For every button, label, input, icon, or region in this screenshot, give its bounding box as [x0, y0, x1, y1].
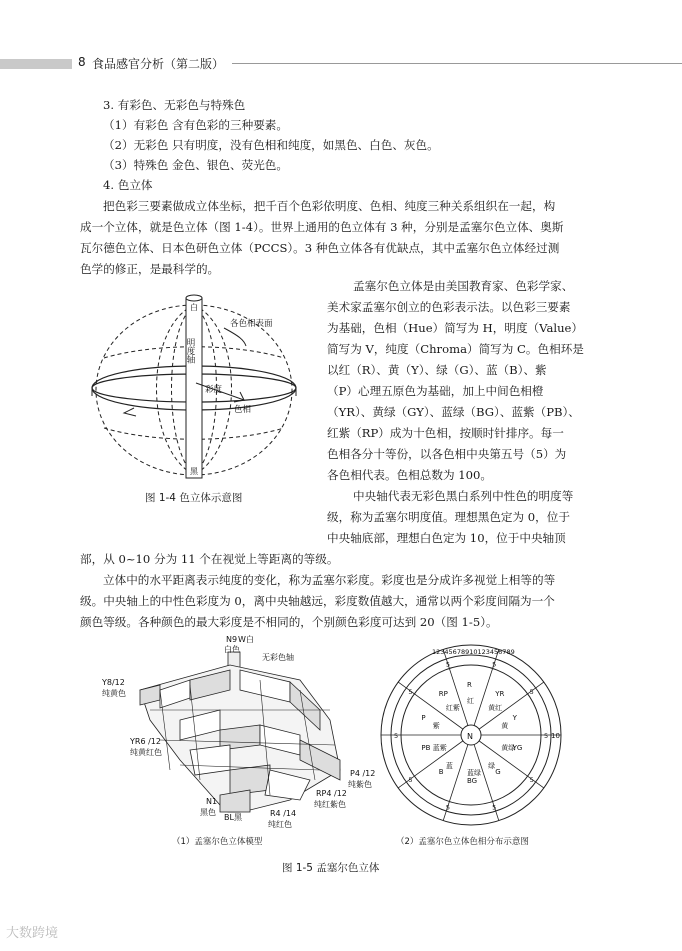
- paragraph-line: （YR）、黄绿（GY）、蓝绿（BG）、蓝紫（PB）、: [327, 405, 580, 419]
- book-title: 食品感官分析（第二版）: [92, 57, 225, 71]
- munsell-hue-wheel: [376, 640, 566, 830]
- paragraph-line: 成一个立体，就是色立体（图 1-4）。世界上通用的色立体有 3 种，分别是孟塞尔色立体、奥斯: [80, 220, 564, 234]
- paragraph-line: 把色彩三要素做成立体坐标，把千百个色彩依明度、色相、纯度三种关系组织在一起，构: [103, 199, 556, 213]
- ring-digits: 12345678910123456789: [432, 648, 515, 656]
- color-solid-diagram: [84, 288, 314, 484]
- hue-code-label: Y: [512, 714, 517, 723]
- label-black-color: 黑色: [200, 808, 216, 817]
- label-yr612: YR6 /12: [130, 737, 161, 746]
- hue-five-label: 5: [445, 803, 450, 812]
- hue-name-label: 黄: [501, 721, 509, 730]
- paragraph-line: （P）心理五原色为基础，加上中间色相橙: [327, 384, 544, 398]
- heading-4: 4. 色立体: [103, 178, 153, 192]
- value-axis: [186, 298, 202, 478]
- paragraph-line: 中央轴底部，理想白色定为 10，位于中央轴顶: [327, 531, 566, 545]
- label-p412: P4 /12: [350, 769, 376, 778]
- label-bl: BL黑: [224, 813, 242, 822]
- paragraph-line: 颜色等级。各种颜色的最大彩度是不相同的，个别颜色彩度可达到 20（图 1-5）。: [80, 615, 498, 629]
- hue-five-label: 5: [394, 732, 399, 740]
- paragraph-line: 各色相代表。色相总数为 100。: [327, 468, 492, 482]
- label-pure-purple: 纯紫色: [348, 780, 372, 789]
- subcaption-model: （1）孟塞尔色立体模型: [172, 837, 263, 847]
- label-w-white: W白: [238, 635, 254, 644]
- hue-code-label: BG: [467, 777, 478, 785]
- label-pure-red-purple: 纯红紫色: [314, 800, 346, 809]
- hue-code-label: YG: [512, 743, 523, 752]
- label-white: 白: [190, 303, 198, 312]
- ring-ten: 10: [551, 732, 560, 740]
- list-item: （1）有彩色 含有色彩的三种要素。: [103, 118, 288, 132]
- hue-five-label: 5: [445, 660, 450, 669]
- label-pure-yellow-red: 纯黄红色: [130, 748, 162, 757]
- paragraph-line: 级，称为孟塞尔明度值。理想黑色定为 0，位于: [327, 510, 570, 524]
- paragraph-line: 色学的修正，是最科学的。: [80, 262, 220, 276]
- paragraph-line: 红紫（RP）成为十色相，按顺时针排序。每一: [327, 426, 564, 440]
- hue-code-label: P: [421, 714, 426, 723]
- hue-name-label: 蓝紫: [432, 744, 447, 753]
- munsell-solid-model: [100, 630, 400, 830]
- watermark: 大数跨境: [6, 926, 59, 941]
- label-n1: N1: [206, 797, 218, 806]
- paragraph-line: 中央轴代表无彩色黑白系列中性色的明度等: [353, 489, 574, 503]
- hue-name-label: 黄绿: [501, 744, 516, 753]
- hue-five-label: 5: [408, 776, 413, 785]
- paragraph-line: 立体中的水平距离表示纯度的变化，称为孟塞尔彩度。彩度也是分成许多视觉上相等的等: [103, 573, 556, 587]
- hue-five-label: 5: [408, 687, 413, 696]
- hue-name-label: 绿: [488, 762, 496, 771]
- subcaption-wheel: （2）孟塞尔色立体色相分布示意图: [396, 837, 529, 847]
- paragraph-line: 简写为 V，纯度（Chroma）简写为 C。色相环是: [327, 342, 584, 356]
- label-y812: Y8/12: [102, 678, 125, 687]
- label-chroma: 彩度: [205, 385, 223, 395]
- hue-code-label: G: [495, 767, 501, 776]
- header-decor-bar: [0, 59, 72, 69]
- paragraph-line: 瓦尔德色立体、日本色研色立体（PCCS）。3 种色立体各有优缺点，其中孟塞尔色立体经过测: [80, 241, 560, 255]
- label-achromatic-axis: 无彩色轴: [262, 653, 294, 662]
- paragraph-line: 级。中央轴上的中性色彩度为 0，离中央轴越远，彩度数值越大，通常以两个彩度间隔为一个: [80, 594, 555, 608]
- label-n9: N9: [226, 635, 238, 644]
- hue-name-label: 黄红: [488, 703, 503, 712]
- list-item: （3）特殊色 金色、银色、荧光色。: [103, 158, 288, 172]
- label-white-color: 白色: [224, 645, 240, 654]
- figure-caption-1-4: 图 1-4 色立体示意图: [145, 492, 243, 504]
- paragraph-line: 孟塞尔色立体是由美国教育家、色彩学家、: [353, 279, 574, 293]
- hue-code-label: RP: [438, 690, 448, 699]
- hue-name-label: 红: [467, 697, 474, 705]
- hue-five-label: 5: [529, 776, 534, 785]
- hue-name-label: 蓝绿: [467, 769, 481, 777]
- page-number: 8: [78, 55, 86, 69]
- figure-caption-1-5: 图 1-5 孟塞尔色立体: [282, 862, 380, 874]
- list-item: （2）无彩色 只有明度，没有色相和纯度，如黑色、白色、灰色。: [103, 138, 439, 152]
- label-pure-yellow: 纯黄色: [102, 689, 126, 698]
- heading-3: 3. 有彩色、无彩色与特殊色: [103, 98, 246, 112]
- paragraph-line: 美术家孟塞尔创立的色彩表示法。以色彩三要素: [327, 300, 571, 314]
- paragraph-line: 为基础，色相（Hue）简写为 H，明度（Value）: [327, 321, 583, 335]
- hue-five-label: 5: [492, 803, 497, 812]
- wheel-center-label: N: [467, 732, 473, 741]
- label-rp412: RP4 /12: [316, 789, 347, 798]
- hue-five-label: 5: [492, 660, 497, 669]
- hue-five-label: 5: [544, 732, 549, 740]
- label-value-axis: 明度轴: [185, 338, 195, 364]
- paragraph-line: 以红（R）、黄（Y）、绿（G）、蓝（B）、紫: [327, 363, 547, 377]
- label-black: 黑: [190, 467, 198, 476]
- hue-code-label: PB: [421, 743, 431, 752]
- hue-five-label: 5: [529, 687, 534, 696]
- hue-name-label: 紫: [432, 721, 440, 730]
- header-rule: [232, 63, 682, 64]
- hue-name-label: 红紫: [445, 703, 460, 712]
- paragraph-line: 色相各分十等份，以各色相中央第五号（5）为: [327, 447, 567, 461]
- hue-code-label: B: [438, 767, 444, 776]
- label-hue-surface: 各色相表面: [230, 319, 273, 329]
- hue-code-label: YR: [495, 690, 505, 699]
- label-r414: R4 /14: [270, 809, 297, 818]
- hue-name-label: 蓝: [445, 762, 453, 771]
- paragraph-line: 部，从 0~10 分为 11 个在视觉上等距离的等级。: [80, 552, 339, 566]
- label-pure-red: 纯红色: [268, 820, 292, 829]
- hue-code-label: R: [467, 681, 472, 689]
- label-hue: 色相: [234, 405, 252, 415]
